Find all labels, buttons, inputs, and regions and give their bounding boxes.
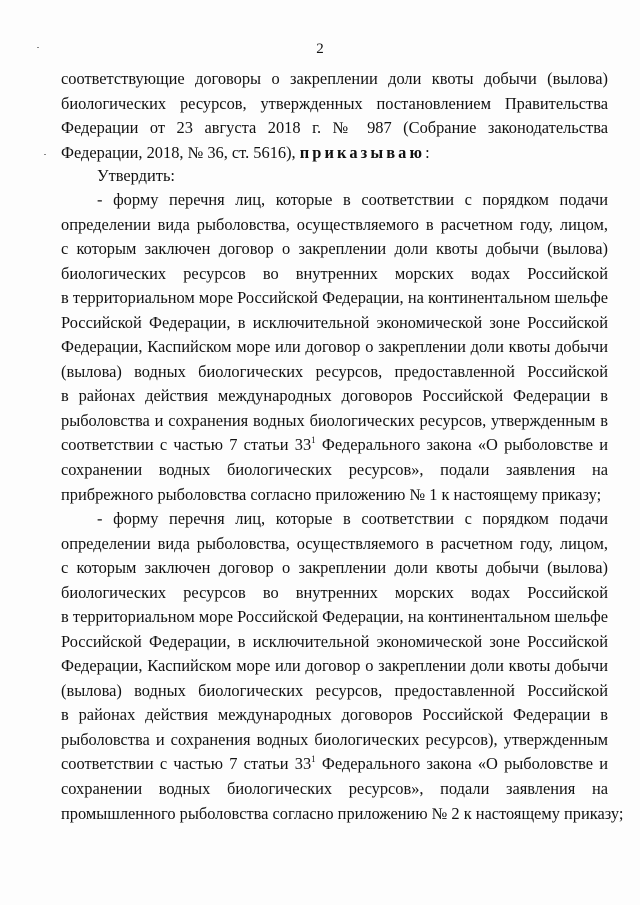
item-line: биологических ресурсов во внутренних морских водах Российской xyxy=(61,263,608,283)
item-line: рыболовства и сохранения водных биологических ресурсов), утвержденным xyxy=(61,729,608,749)
approve-line xyxy=(61,164,608,189)
item-line: Федерации, Каспийском море или договор о закреплении доли квоты добычи xyxy=(61,337,608,357)
article-superscript: 1 xyxy=(311,435,316,446)
item-line: рыболовства и сохранения водных биологических ресурсов, утвержденным в xyxy=(61,410,608,430)
intro-last-suffix: : xyxy=(425,142,430,162)
item-line: сохранении водных биологических ресурсов», подали заявления на xyxy=(61,460,608,480)
item-line: биологических ресурсов во внутренних морских водах Российской xyxy=(61,582,608,602)
item-line: (вылова) водных биологических ресурсов, предоставленной Российской xyxy=(61,680,608,700)
page-number: 2 xyxy=(316,41,324,57)
item-line: определении вида рыболовства, осуществляемого в расчетном году, лицом, xyxy=(61,214,608,234)
article-prefix: соответствии с частью 7 статьи 33 xyxy=(61,435,312,455)
intro-line: биологических ресурсов, утвержденных постановлением Правительства xyxy=(61,93,608,113)
intro-last-prefix: Федерации, 2018, № 36, ст. 5616), xyxy=(61,142,300,162)
article-prefix: соответствии с частью 7 статьи 33 xyxy=(61,754,312,774)
item-line: в районах действия международных договоров Российской Федерации в xyxy=(61,705,608,725)
item-line: Федерации, Каспийском море или договор о закреплении доли квоты добычи xyxy=(61,656,608,676)
item-1-paragraph xyxy=(61,188,608,507)
item-last-line: промышленного рыболовства согласно приложению № 2 к настоящему приказу; xyxy=(61,803,624,823)
item-line: в территориальном море Российской Федерации, на континентальном шельфе xyxy=(61,607,608,627)
intro-line: Федерации от 23 августа 2018 г. № 987 (Собрание законодательства xyxy=(61,118,608,138)
item-line: Российской Федерации, в исключительной экономической зоне Российской xyxy=(61,312,608,332)
item-line: Российской Федерации, в исключительной экономической зоне Российской xyxy=(61,631,608,651)
item-line: - форму перечня лиц, которые в соответствии с порядком подачи xyxy=(97,190,608,209)
order-word: приказываю xyxy=(299,142,426,162)
item-line: с которым заключен договор о закреплении доли квоты добычи (вылова) xyxy=(61,558,608,578)
item-line: - форму перечня лиц, которые в соответствии с порядком подачи xyxy=(97,509,608,528)
article-suffix: Федерального закона «О рыболовстве и xyxy=(315,435,608,455)
article-reference-line xyxy=(61,752,608,777)
item-line: в территориальном море Российской Федерации, на континентальном шельфе xyxy=(61,288,608,308)
article-superscript: 1 xyxy=(311,754,316,765)
approve-text: Утвердить: xyxy=(97,166,175,185)
item-line: в районах действия международных договоров Российской Федерации в xyxy=(61,386,608,406)
scan-speck xyxy=(44,154,46,155)
intro-paragraph xyxy=(61,67,608,165)
article-suffix: Федерального закона «О рыболовстве и xyxy=(315,754,608,774)
item-line: определении вида рыболовства, осуществляемого в расчетном году, лицом, xyxy=(61,533,608,553)
item-line: с которым заключен договор о закреплении доли квоты добычи (вылова) xyxy=(61,239,608,259)
item-2-paragraph xyxy=(61,507,624,826)
article-reference-line xyxy=(61,433,608,458)
item-line: (вылова) водных биологических ресурсов, предоставленной Российской xyxy=(61,361,608,381)
intro-line: соответствующие договоры о закреплении доли квоты добычи (вылова) xyxy=(61,69,608,88)
item-line: сохранении водных биологических ресурсов», подали заявления на xyxy=(61,779,608,799)
intro-last-line xyxy=(61,141,608,166)
item-last-line: прибрежного рыболовства согласно приложению № 1 к настоящему приказу; xyxy=(61,484,602,504)
